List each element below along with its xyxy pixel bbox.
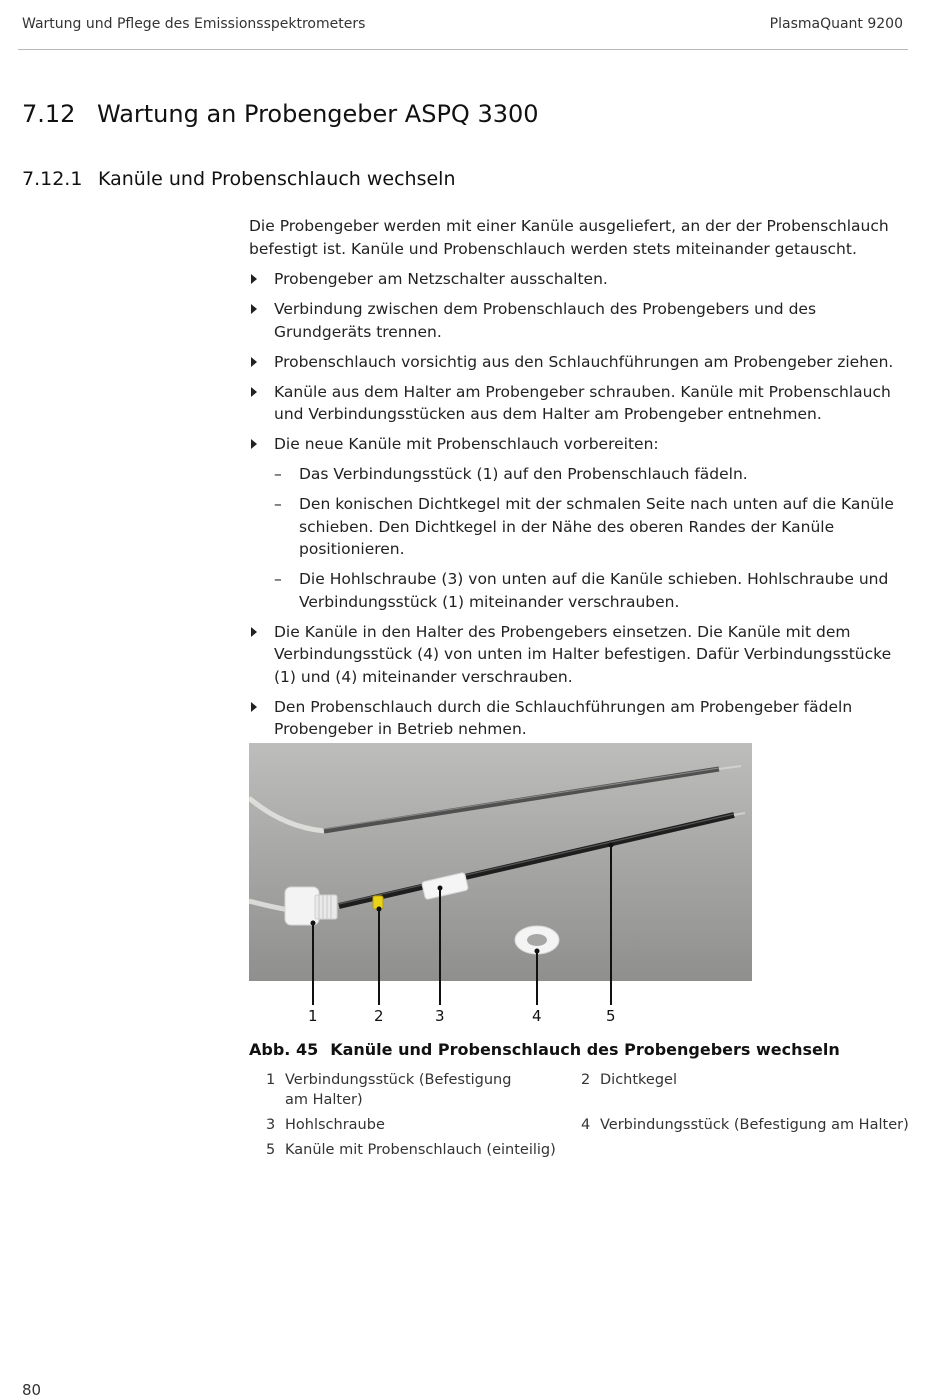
- dash-marker: –: [274, 495, 282, 513]
- figure-callouts: [249, 743, 752, 1033]
- legend-text: Verbindungsstück (Befestigung am Halter): [600, 1117, 909, 1133]
- instruction-body: [249, 215, 904, 748]
- step-bullet-icon: [251, 304, 257, 314]
- legend-number: 2: [581, 1072, 591, 1088]
- step-item: [249, 381, 904, 426]
- legend-item: [581, 1070, 901, 1090]
- step-text: Den Probenschlauch durch die Schlauchführungen am Probengeber fädeln Probengeber in Betrieb nehmen.: [274, 697, 853, 738]
- subsection-number: 7.12.1: [22, 168, 83, 190]
- callout-label-5: 5: [606, 1007, 616, 1025]
- legend-item: [581, 1115, 911, 1135]
- step-item: [249, 696, 904, 741]
- step-text: Probenschlauch vorsichtig aus den Schlauchführungen am Probengeber ziehen.: [274, 352, 894, 371]
- section-number: 7.12: [22, 100, 76, 128]
- figure-caption-number: Abb. 45: [249, 1040, 319, 1059]
- legend-text: Kanüle mit Probenschlauch (einteilig): [285, 1142, 556, 1158]
- legend-text: Hohlschraube: [285, 1117, 385, 1133]
- subsection-heading: [22, 168, 455, 190]
- figure-caption: [249, 1040, 840, 1059]
- substep-item: [274, 493, 904, 561]
- legend-item: [266, 1140, 586, 1160]
- figure-caption-text: Kanüle und Probenschlauch des Probengebers wechseln: [330, 1040, 840, 1059]
- step-bullet-icon: [251, 439, 257, 449]
- step-bullet-icon: [251, 702, 257, 712]
- legend-text: Verbindungsstück (Befestigung am Halter): [285, 1072, 512, 1108]
- legend-item: [266, 1115, 538, 1135]
- legend-text: Dichtkegel: [600, 1072, 677, 1088]
- step-item: [249, 298, 904, 343]
- subsection-title: Kanüle und Probenschlauch wechseln: [98, 168, 456, 190]
- step-bullet-icon: [251, 357, 257, 367]
- legend-number: 3: [266, 1117, 276, 1133]
- step-text: Verbindung zwischen dem Probenschlauch des Probengebers und des Grundgeräts trennen.: [274, 300, 817, 341]
- substep-item: [274, 463, 904, 486]
- running-header-product: PlasmaQuant 9200: [769, 16, 903, 32]
- header-divider: [18, 49, 908, 50]
- step-item: [249, 351, 904, 374]
- step-text: Die neue Kanüle mit Probenschlauch vorbereiten:: [274, 435, 659, 453]
- step-bullet-icon: [251, 274, 257, 284]
- substep-text: Den konischen Dichtkegel mit der schmalen Seite nach unten auf die Kanüle schieben. Den Dichtkegel in der Nähe des oberen Randes der Kanüle positionieren.: [299, 495, 894, 558]
- step-item: [249, 621, 904, 689]
- callout-leader-lines: [249, 743, 752, 1033]
- page-number: 80: [22, 1381, 42, 1399]
- substep-text: Das Verbindungsstück (1) auf den Probenschlauch fädeln.: [299, 465, 748, 483]
- legend-item: [266, 1070, 538, 1110]
- step-text: Die Kanüle in den Halter des Probengebers einsetzen. Die Kanüle mit dem Verbindungsstück (4) von unten im Halter befestigen. Dafür Verbindungsstücke (1) und (4) miteinander verschrauben.: [274, 622, 892, 686]
- step-text: Probengeber am Netzschalter ausschalten.: [274, 270, 608, 288]
- section-title: Wartung an Probengeber ASPQ 3300: [97, 100, 539, 128]
- substep-text: Die Hohlschraube (3) von unten auf die Kanüle schieben. Hohlschraube und Verbindungsstück (1) miteinander verschrauben.: [299, 570, 889, 611]
- callout-label-3: 3: [435, 1007, 445, 1025]
- legend-number: 4: [581, 1117, 591, 1133]
- callout-label-1: 1: [308, 1007, 318, 1025]
- dash-marker: –: [274, 570, 282, 588]
- step-item: [249, 268, 904, 291]
- step-item: [249, 433, 904, 613]
- callout-label-4: 4: [532, 1007, 542, 1025]
- step-text: Kanüle aus dem Halter am Probengeber schrauben. Kanüle mit Probenschlauch und Verbindungsstücken aus dem Halter am Probengeber entnehmen.: [274, 382, 891, 423]
- step-bullet-icon: [251, 387, 257, 397]
- substep-list: [274, 463, 904, 613]
- section-heading: [22, 100, 539, 128]
- step-bullet-icon: [251, 627, 257, 637]
- callout-label-2: 2: [374, 1007, 384, 1025]
- intro-paragraph: Die Probengeber werden mit einer Kanüle ausgeliefert, an der der Probenschlauch befestigt ist. Kanüle und Probenschlauch werden stets miteinander getauscht.: [249, 217, 889, 258]
- legend-number: 1: [266, 1072, 276, 1088]
- legend-number: 5: [266, 1142, 276, 1158]
- dash-marker: –: [274, 465, 282, 483]
- running-header-chapter: Wartung und Pflege des Emissionsspektrometers: [22, 16, 366, 32]
- substep-item: [274, 568, 904, 613]
